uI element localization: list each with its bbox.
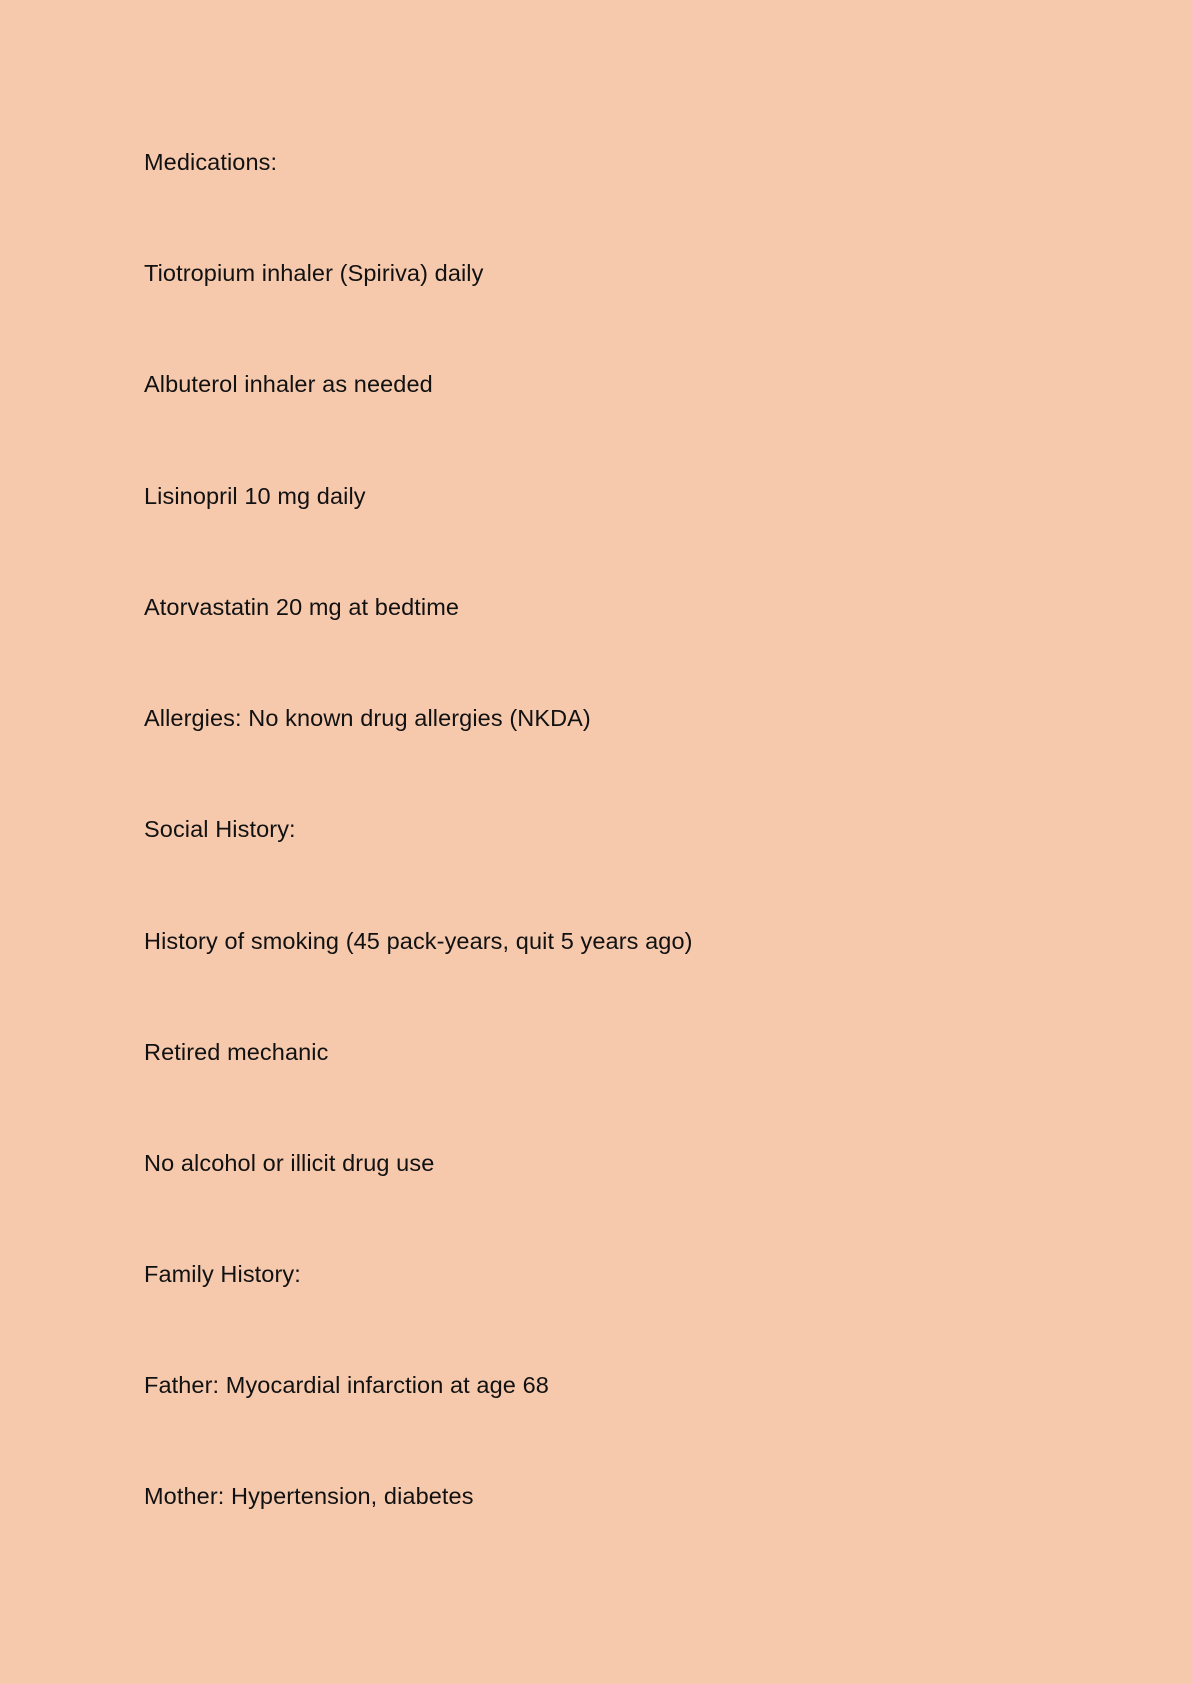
medication-item: Atorvastatin 20 mg at bedtime [144, 594, 460, 620]
social-history-item: History of smoking (45 pack-years, quit 5 years ago) [144, 928, 693, 954]
medications-heading: Medications: [144, 149, 278, 175]
family-history-item: Father: Myocardial infarction at age 68 [144, 1372, 549, 1398]
social-history-heading: Social History: [144, 816, 296, 842]
medication-item: Lisinopril 10 mg daily [144, 483, 366, 509]
family-history-item: Mother: Hypertension, diabetes [144, 1483, 474, 1509]
social-history-item: Retired mechanic [144, 1039, 329, 1065]
social-history-item: No alcohol or illicit drug use [144, 1150, 435, 1176]
medication-item: Tiotropium inhaler (Spiriva) daily [144, 260, 484, 286]
family-history-heading: Family History: [144, 1261, 301, 1287]
allergies-line: Allergies: No known drug allergies (NKDA) [144, 705, 591, 731]
medication-item: Albuterol inhaler as needed [144, 371, 433, 397]
